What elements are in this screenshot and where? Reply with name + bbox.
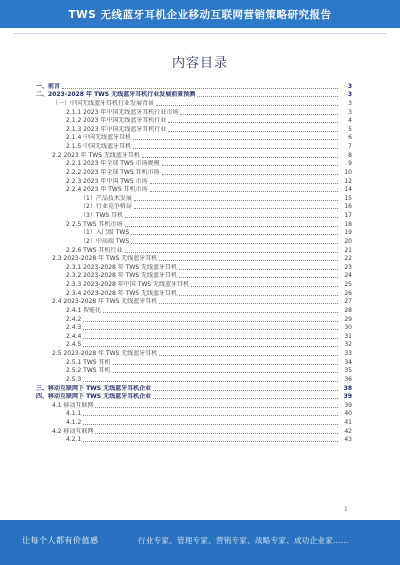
dot-leader <box>191 286 338 287</box>
toc-entry-page: 28 <box>344 306 352 314</box>
toc-entry-page: 14 <box>344 186 352 194</box>
dot-leader <box>133 148 338 149</box>
toc-entry-page: 39 <box>344 401 352 409</box>
toc-entry-title: 2.4.3 <box>66 324 82 332</box>
dot-leader <box>142 157 338 158</box>
dot-leader <box>83 381 338 382</box>
toc-entry[interactable] <box>36 117 352 126</box>
toc-entry-page: 34 <box>344 358 352 366</box>
toc-entry[interactable] <box>36 436 352 445</box>
footer-brand-text: 让每个人都有价值感 <box>22 536 99 545</box>
dot-leader <box>83 329 338 330</box>
toc-entry-title: 2.3.4 2023-2028 年 TWS 无线蓝牙耳机 <box>66 289 178 297</box>
toc-entry[interactable] <box>36 142 352 151</box>
document-header-band <box>0 0 400 28</box>
dot-leader <box>113 372 339 373</box>
dot-leader <box>162 165 338 166</box>
toc-entry[interactable] <box>36 246 352 255</box>
toc-entry-title: 2.2 2023 年 TWS 无线蓝牙耳机 <box>52 151 140 159</box>
table-of-contents <box>36 82 352 444</box>
toc-entry[interactable] <box>36 375 352 384</box>
dot-leader <box>179 269 338 270</box>
dot-leader <box>134 200 338 201</box>
dot-leader <box>95 433 338 434</box>
toc-entry-page: 31 <box>344 332 352 340</box>
toc-entry-title: （3）TWS 耳机 <box>80 212 124 219</box>
toc-entry-page: 20 <box>344 237 352 245</box>
toc-entry[interactable] <box>36 108 352 117</box>
toc-entry-title: 4.1 移动互联网 <box>52 401 94 409</box>
dot-leader <box>159 260 338 261</box>
dot-leader <box>168 131 338 132</box>
dot-leader <box>180 114 338 115</box>
toc-entry-page: 19 <box>344 229 352 237</box>
toc-entry-page: 27 <box>344 298 352 306</box>
toc-entry-title: 2.3.1 2023-2028 年 TWS 无线蓝牙耳机 <box>66 263 178 271</box>
toc-entry-title: 2.3.2 2023-2028 年 TWS 无线蓝牙耳机 <box>66 272 178 280</box>
toc-entry-title: 2.1.4 中国无线蓝牙耳机 <box>66 134 132 142</box>
toc-entry[interactable] <box>36 168 352 177</box>
toc-entry[interactable] <box>36 289 352 298</box>
toc-entry[interactable] <box>36 324 352 333</box>
toc-entry[interactable] <box>36 229 352 238</box>
toc-entry[interactable] <box>36 401 352 410</box>
toc-entry-page: 38 <box>343 384 352 392</box>
toc-entry-page: 40 <box>344 410 352 418</box>
toc-entry-title: 2.2.2 2023 年全球 TWS 耳机市场 <box>66 168 160 176</box>
dot-leader <box>83 441 338 442</box>
dot-leader <box>134 208 338 209</box>
toc-entry-title: 2.2.3 2023 年中国 TWS 市场 <box>66 177 148 185</box>
toc-entry-title: 2.5.2 TWS 耳机 <box>66 367 111 375</box>
toc-entry-page: 42 <box>344 427 352 435</box>
dot-leader <box>179 295 338 296</box>
toc-entry-title: 三、移动互联网下 TWS 无线蓝牙耳机企业 <box>36 384 152 392</box>
dot-leader <box>162 174 338 175</box>
toc-entry-page: 15 <box>344 194 352 202</box>
toc-entry[interactable] <box>36 315 352 324</box>
toc-entry-title: 2.4 2023-2028 年 TWS 无线蓝牙耳机 <box>52 298 158 306</box>
dot-leader <box>103 312 338 313</box>
footer-slogan: 行业专家、管理专家、营销专家、战略专家、成功企业家…… <box>138 536 349 545</box>
toc-entry-page: 3 <box>347 91 352 99</box>
toc-entry-title: （2）中高端 TWS <box>80 237 130 245</box>
toc-entry[interactable] <box>36 194 352 203</box>
toc-entry[interactable] <box>36 332 352 341</box>
toc-entry-title: 2.4.1 智能化 <box>66 306 102 314</box>
toc-entry-page: 3 <box>347 82 352 90</box>
dot-leader <box>125 217 338 218</box>
toc-entry-title: （2）行业竞争格局 <box>80 203 132 211</box>
toc-entry[interactable] <box>36 255 352 264</box>
toc-entry-page: 25 <box>344 281 352 288</box>
toc-entry-page: 26 <box>344 289 352 297</box>
toc-entry-title: 一、前言 <box>36 82 61 90</box>
dot-leader <box>83 346 338 347</box>
toc-entry-page: 41 <box>344 419 352 426</box>
toc-entry-title: （一）中国无线蓝牙耳机行业发展背景 <box>52 99 155 107</box>
toc-entry[interactable] <box>36 306 352 315</box>
toc-entry-title: 2.3.3 2023-2028 年中国 TWS 无线蓝牙耳机 <box>66 281 190 288</box>
toc-entry[interactable] <box>36 263 352 272</box>
page-number: 1 <box>344 506 348 513</box>
toc-entry-title: 四、移动互联网下 TWS 无线蓝牙耳机企业 <box>36 393 152 401</box>
dot-leader <box>159 355 338 356</box>
toc-entry-title: 2.4.4 <box>66 332 82 340</box>
toc-entry-title: 2.2.4 2023 年 TWS 耳机市场 <box>66 186 148 194</box>
dot-leader <box>62 88 338 89</box>
toc-entry-title: 2.2.5 TWS 耳机市场 <box>66 220 123 228</box>
toc-entry-title: 4.2 移动互联网 <box>52 427 94 435</box>
toc-entry[interactable] <box>36 220 352 229</box>
document-title: TWS 无线蓝牙耳机企业移动互联网营销策略研究报告 <box>68 8 332 21</box>
toc-entry-page: 16 <box>344 203 352 211</box>
toc-entry[interactable] <box>36 418 352 427</box>
toc-entry-title: 2.1.5 中国无线蓝牙耳机 <box>66 143 132 150</box>
dot-leader <box>133 139 338 140</box>
toc-entry-page: 3 <box>348 108 352 116</box>
toc-entry[interactable] <box>36 211 352 220</box>
dot-leader <box>159 303 338 304</box>
toc-entry-page: 32 <box>344 341 352 349</box>
toc-entry-page: 8 <box>348 151 352 159</box>
toc-entry[interactable] <box>36 367 352 376</box>
toc-entry[interactable] <box>36 427 352 436</box>
toc-entry-page: 5 <box>348 125 352 133</box>
toc-entry[interactable] <box>36 151 352 160</box>
toc-entry-title: 2.1.2 2023 年中国无线蓝牙耳机行业 <box>66 117 167 125</box>
toc-entry[interactable] <box>36 272 352 281</box>
dot-leader <box>83 424 338 425</box>
toc-entry-title: 2.3 2023-2028 年 TWS 无线蓝牙耳机 <box>52 255 158 263</box>
toc-entry-page: 39 <box>343 393 352 401</box>
toc-entry[interactable] <box>36 82 352 91</box>
toc-entry-title: （1）入门级 TWS <box>80 229 130 237</box>
toc-entry-title: （1）产品技术发展 <box>80 194 132 202</box>
dot-leader <box>168 122 338 123</box>
toc-entry-title: 4.1.2 <box>66 419 82 426</box>
toc-entry[interactable] <box>36 410 352 419</box>
dot-leader <box>83 338 338 339</box>
toc-entry[interactable] <box>36 160 352 169</box>
toc-entry[interactable] <box>36 186 352 195</box>
toc-entry-page: 33 <box>344 350 352 357</box>
toc-entry[interactable] <box>36 298 352 307</box>
toc-entry-page: 4 <box>348 117 352 125</box>
toc-entry-page: 17 <box>344 212 352 219</box>
toc-entry-page: 35 <box>344 367 352 375</box>
toc-entry-title: 2.5 2023-2028 年 TWS 无线蓝牙耳机 <box>52 350 158 357</box>
dot-leader <box>150 191 338 192</box>
dot-leader <box>125 226 339 227</box>
toc-entry[interactable] <box>36 393 352 402</box>
toc-entry-page: 7 <box>348 143 352 150</box>
toc-entry[interactable] <box>36 341 352 350</box>
toc-entry[interactable] <box>36 203 352 212</box>
toc-entry-page: 10 <box>344 168 352 176</box>
toc-entry-page: 23 <box>344 263 352 271</box>
toc-entry-page: 43 <box>344 436 352 444</box>
toc-entry-title: 2.5.3 <box>66 375 82 383</box>
toc-entry[interactable] <box>36 237 352 246</box>
toc-entry-page: 6 <box>348 134 352 142</box>
toc-entry[interactable] <box>36 125 352 134</box>
toc-entry-page: 30 <box>344 324 352 332</box>
toc-entry-page: 21 <box>344 246 352 254</box>
toc-heading: 内容目录 <box>171 56 228 71</box>
toc-entry-page: 12 <box>344 177 352 185</box>
toc-entry-title: 2.4.5 <box>66 341 82 349</box>
toc-entry[interactable] <box>36 384 352 393</box>
toc-entry-page: 3 <box>348 99 352 107</box>
toc-entry-title: 2.2.1 2023 年全球 TWS 市场规模 <box>66 160 160 168</box>
toc-entry-title: 2.1.3 2023 年中国无线蓝牙耳机行业 <box>66 125 167 133</box>
dot-leader <box>83 415 338 416</box>
dot-leader <box>131 234 338 235</box>
toc-entry-title: 2.2.6 TWS 耳机行业 <box>66 246 123 254</box>
dot-leader <box>83 321 338 322</box>
toc-entry[interactable] <box>36 358 352 367</box>
footer-banner <box>0 520 400 565</box>
dot-leader <box>153 398 338 399</box>
toc-entry-page: 18 <box>344 220 352 228</box>
dot-leader <box>125 252 339 253</box>
toc-entry[interactable] <box>36 134 352 143</box>
toc-entry-page: 9 <box>348 160 352 168</box>
dot-leader <box>179 277 338 278</box>
toc-entry-page: 29 <box>344 315 352 323</box>
toc-entry-page: 36 <box>344 375 352 383</box>
toc-entry-title: 2.4.2 <box>66 315 82 323</box>
toc-entry[interactable] <box>36 280 352 289</box>
toc-entry[interactable] <box>36 177 352 186</box>
toc-entry-title: 二、2023-2028 年 TWS 无线蓝牙耳机行业发展前景预测 <box>36 91 196 99</box>
dot-leader <box>150 183 338 184</box>
dot-leader <box>153 390 338 391</box>
header-divider <box>14 33 386 34</box>
toc-entry-title: 4.1.1 <box>66 410 82 418</box>
dot-leader <box>197 96 338 97</box>
toc-entry[interactable] <box>36 349 352 358</box>
dot-leader <box>95 407 338 408</box>
dot-leader <box>156 105 338 106</box>
toc-entry-title: 2.1.1 2023 年中国无线蓝牙耳机行业市场 <box>66 108 179 116</box>
toc-entry[interactable] <box>36 91 352 100</box>
toc-entry-title: 2.5.1 TWS 耳机 <box>66 358 111 366</box>
toc-entry-page: 22 <box>344 255 352 263</box>
toc-entry-title: 4.2.1 <box>66 436 82 444</box>
toc-entry[interactable] <box>36 99 352 108</box>
toc-entry-page: 24 <box>344 272 352 280</box>
dot-leader <box>131 243 338 244</box>
dot-leader <box>113 364 339 365</box>
